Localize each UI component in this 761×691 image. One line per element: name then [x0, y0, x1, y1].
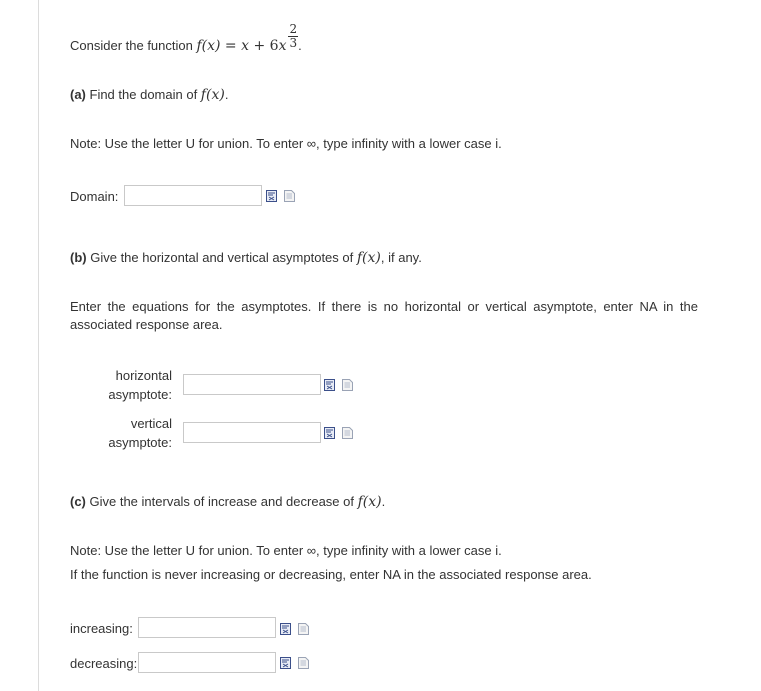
increasing-input[interactable]	[138, 617, 276, 638]
vertical-asymptote-label: vertical asymptote:	[108, 416, 172, 450]
preview-icon[interactable]	[298, 623, 309, 635]
equation-editor-icon[interactable]	[324, 427, 335, 439]
horizontal-asymptote-input[interactable]	[183, 374, 321, 395]
preview-icon[interactable]	[284, 190, 295, 202]
preview-icon[interactable]	[342, 379, 353, 391]
part-c-note-union: Note: Use the letter U for union. To enter ∞, type infinity with a lower case i.	[70, 543, 502, 558]
part-a-label: (a)	[70, 87, 86, 102]
domain-label: Domain:	[70, 189, 119, 204]
equation-editor-icon[interactable]	[324, 379, 335, 391]
preview-icon[interactable]	[342, 427, 353, 439]
decreasing-input[interactable]	[138, 652, 276, 673]
left-divider	[38, 0, 39, 691]
decreasing-label: decreasing:	[70, 656, 138, 671]
part-a-note: Note: Use the letter U for union. To enter ∞, type infinity with a lower case i.	[70, 136, 502, 151]
part-b-label: (b)	[70, 250, 87, 265]
increasing-label: increasing:	[70, 621, 133, 636]
part-a-heading: (a) Find the domain of f(x).	[70, 87, 229, 103]
intro-prefix: Consider the function	[70, 38, 197, 53]
equation-editor-icon[interactable]	[280, 623, 291, 635]
horizontal-asymptote-label: horizontal asymptote:	[108, 368, 172, 402]
part-c-note-na: If the function is never increasing or decreasing, enter NA in the associated response area.	[70, 567, 592, 582]
intro-func: f(x) = x + 6x	[196, 38, 287, 54]
intro-exponent-fraction: $\frac{2}{3}$	[289, 22, 298, 50]
intro-suffix: .	[298, 38, 302, 53]
equation-editor-icon[interactable]	[280, 657, 291, 669]
part-c-heading: (c) Give the intervals of increase and decrease of f(x).	[70, 494, 386, 510]
part-b-instructions: Enter the equations for the asymptotes. If there is no horizontal or vertical asymptote, enter NA in the associated response area.	[70, 299, 698, 332]
preview-icon[interactable]	[298, 657, 309, 669]
intro-line	[70, 20, 302, 56]
equation-editor-icon[interactable]	[266, 190, 277, 202]
domain-input[interactable]	[124, 185, 262, 206]
vertical-asymptote-input[interactable]	[183, 422, 321, 443]
part-b-heading: (b) Give the horizontal and vertical asymptotes of f(x), if any.	[70, 250, 422, 266]
part-c-label: (c)	[70, 494, 86, 509]
